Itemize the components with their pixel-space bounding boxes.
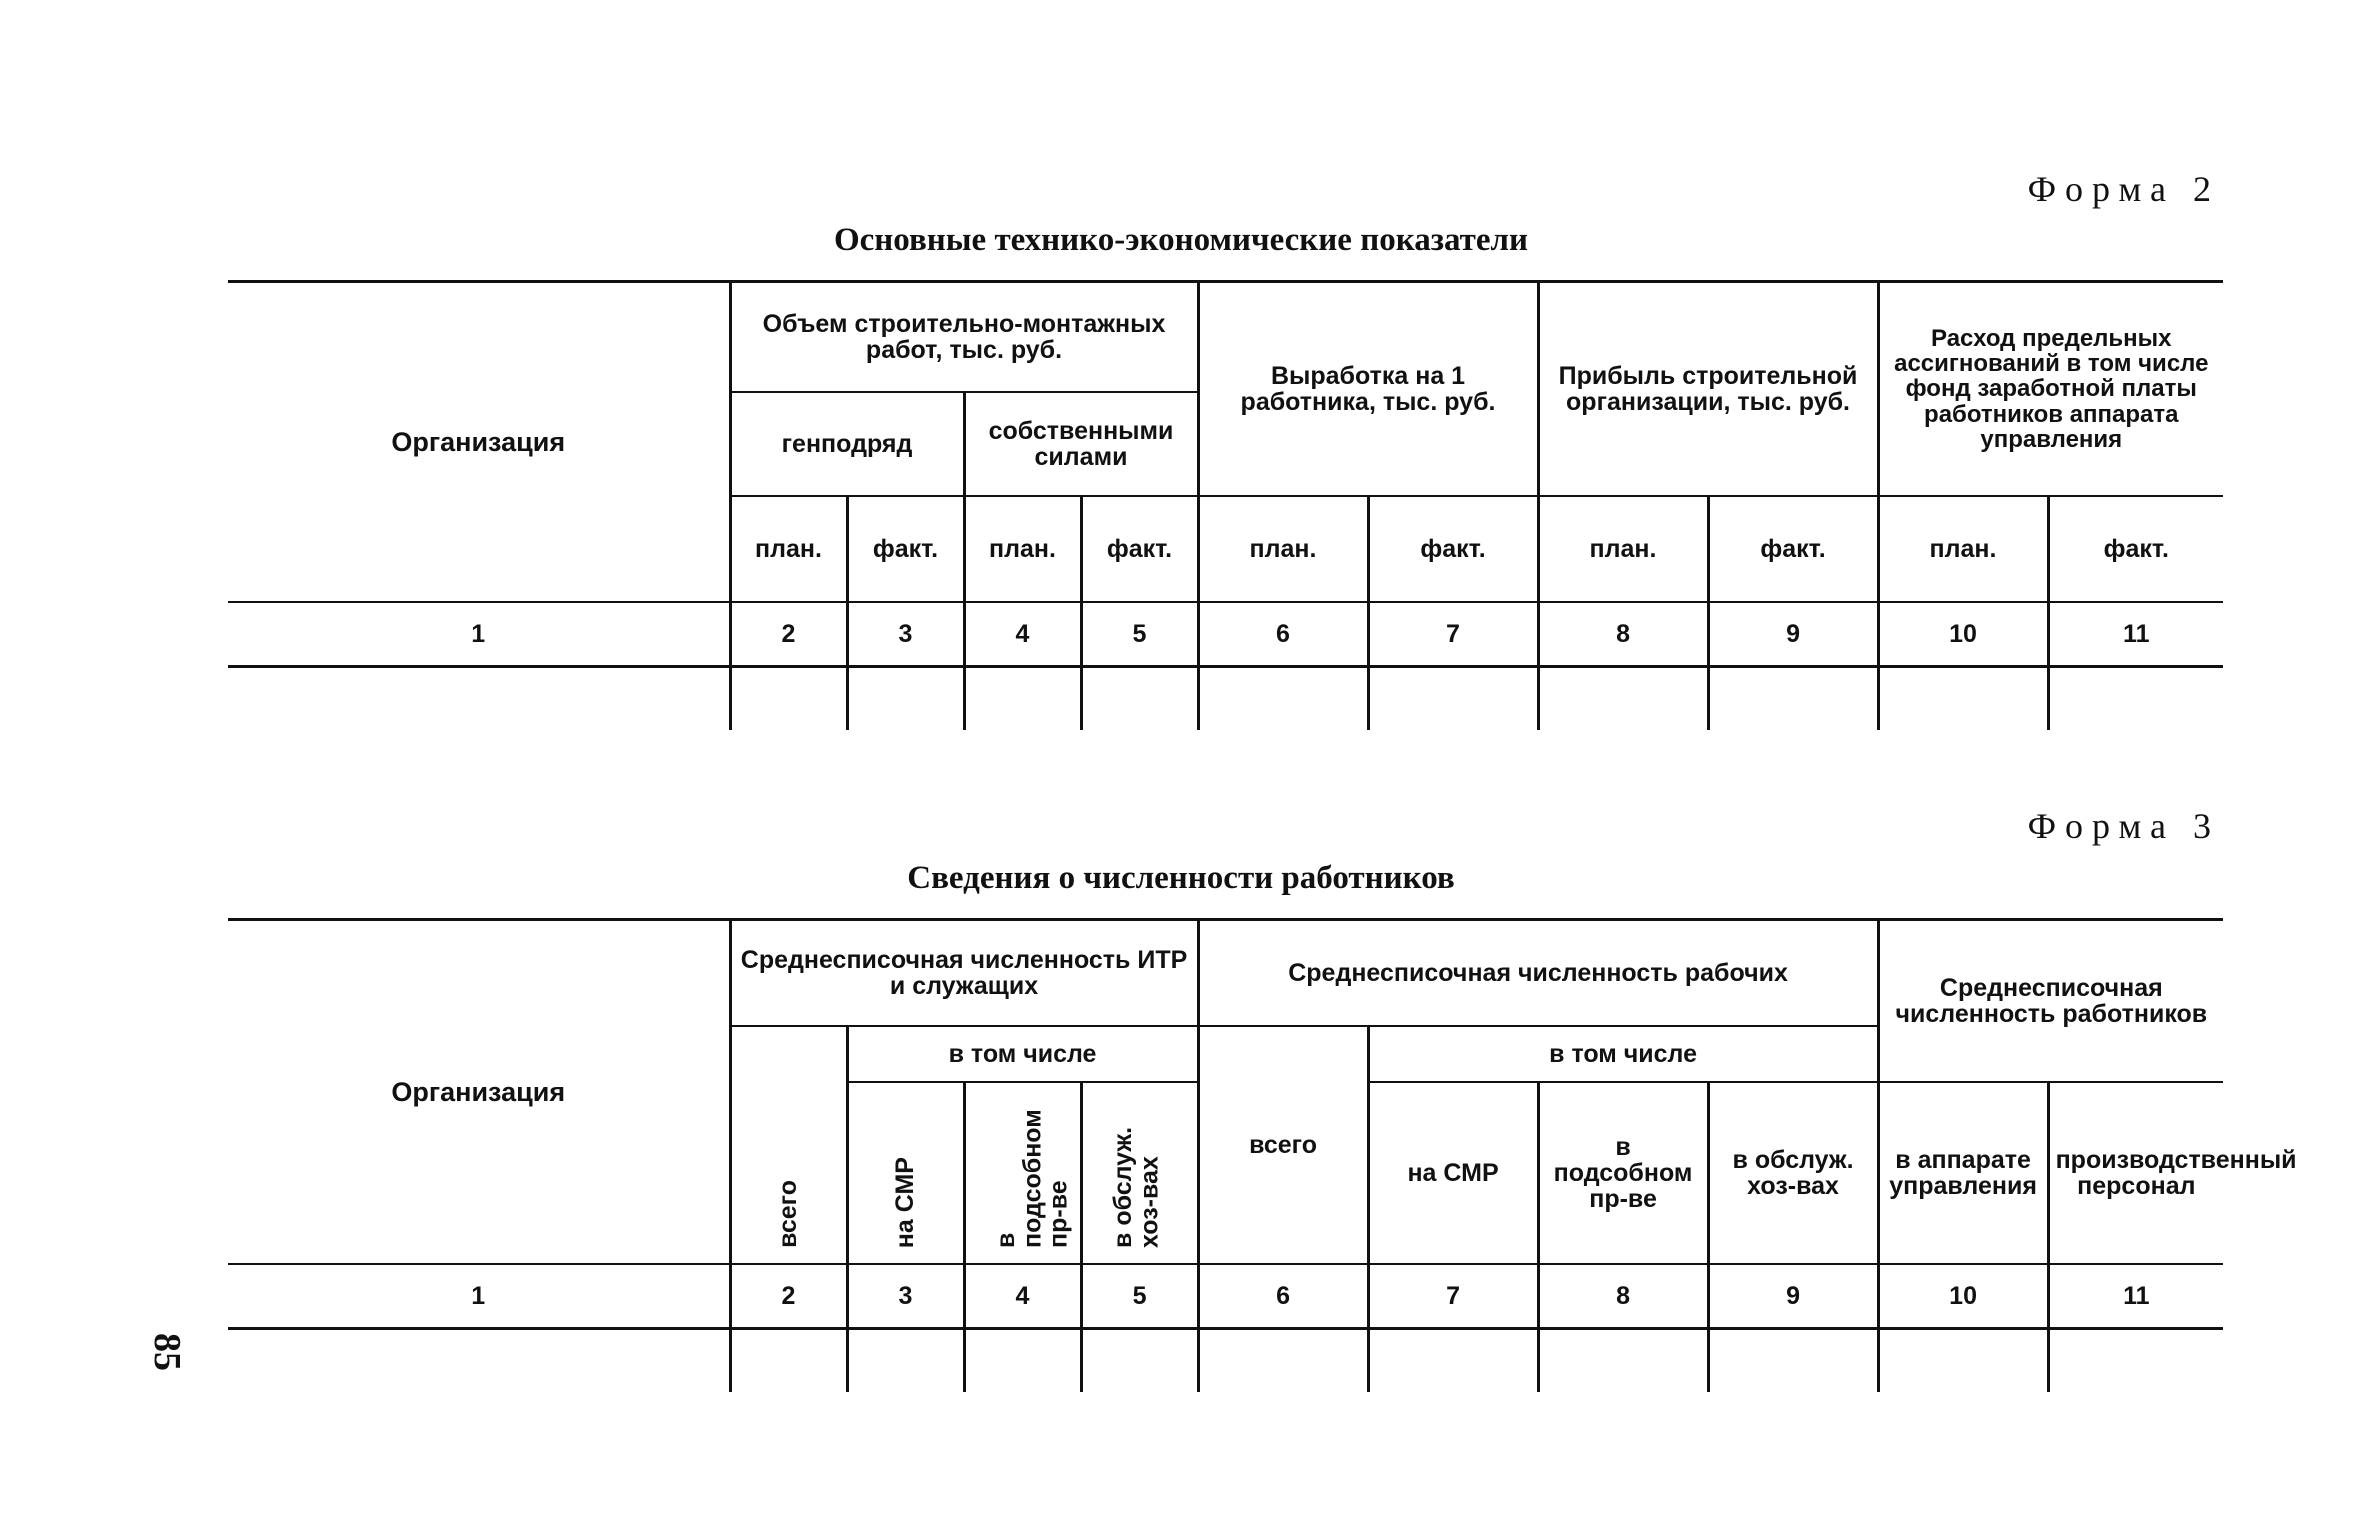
blank-cell (847, 1329, 964, 1393)
itr-auxiliary-label: в подсобном пр-ве (991, 1109, 1072, 1248)
blank-cell (1081, 1329, 1198, 1393)
blank-data-row (228, 667, 2223, 731)
column-number: 10 (1878, 602, 2048, 667)
fact-header: факт. (1368, 496, 1538, 602)
column-number-row (228, 1264, 2223, 1329)
own-forces-header: собственными силами (964, 392, 1198, 496)
column-number-row (228, 602, 2223, 667)
management-header: в аппарате управления (1878, 1082, 2048, 1264)
column-number: 2 (730, 1264, 847, 1329)
blank-cell (1708, 1329, 1878, 1393)
blank-cell (1878, 1329, 2048, 1393)
workers-including-header: в том числе (1368, 1026, 1878, 1082)
blank-cell (1708, 667, 1878, 731)
organization-header: Организация (228, 920, 730, 1265)
form-2-table (228, 280, 2223, 730)
column-number: 4 (964, 1264, 1081, 1329)
fact-header: факт. (2048, 496, 2223, 602)
page-number: 85 (146, 1333, 188, 1371)
plan-header: план. (1538, 496, 1708, 602)
itr-including-header: в том числе (847, 1026, 1198, 1082)
profit-header: Прибыль строительной организации, тыс. руб. (1538, 282, 1878, 497)
itr-total-label: всего (774, 1179, 803, 1248)
smr-volume-header: Объем строительно-монтажных работ, тыс. руб. (730, 282, 1198, 393)
column-number: 3 (847, 1264, 964, 1329)
column-number: 11 (2048, 602, 2223, 667)
general-contract-header: генподряд (730, 392, 964, 496)
form-3-title: Сведения о численности работников (907, 860, 1455, 896)
column-number: 8 (1538, 602, 1708, 667)
itr-auxiliary-header (964, 1082, 1081, 1264)
blank-cell (964, 667, 1081, 731)
blank-cell (1538, 1329, 1708, 1393)
plan-header: план. (1878, 496, 2048, 602)
form-3-table-container (228, 918, 2297, 1392)
column-number: 7 (1368, 1264, 1538, 1329)
column-number: 9 (1708, 602, 1878, 667)
blank-cell (1538, 667, 1708, 731)
blank-cell (228, 1329, 730, 1393)
column-number: 11 (2048, 1264, 2223, 1329)
itr-group-header: Среднесписочная численность ИТР и служащих (730, 920, 1198, 1027)
blank-cell (847, 667, 964, 731)
column-number: 1 (228, 602, 730, 667)
fact-header: факт. (847, 496, 964, 602)
column-number: 2 (730, 602, 847, 667)
itr-smr-label: на СМР (891, 1156, 920, 1248)
form-2-table-container (228, 280, 2223, 730)
blank-cell (1368, 667, 1538, 731)
plan-header: план. (964, 496, 1081, 602)
production-header: производственный персонал (2048, 1082, 2223, 1264)
blank-cell (1198, 667, 1368, 731)
workers-auxiliary-header: в подсобном пр-ве (1538, 1082, 1708, 1264)
blank-cell (1081, 667, 1198, 731)
column-number: 6 (1198, 1264, 1368, 1329)
blank-cell (730, 1329, 847, 1393)
itr-total-header (730, 1026, 847, 1264)
form-3-table (228, 918, 2297, 1392)
workers-total-header: всего (1198, 1026, 1368, 1264)
blank-cell (1368, 1329, 1538, 1393)
blank-cell (964, 1329, 1081, 1393)
form-3-label: Форма 3 (2027, 806, 2220, 846)
column-number: 4 (964, 602, 1081, 667)
blank-cell (2048, 667, 2223, 731)
blank-cell (2048, 1329, 2223, 1393)
plan-header: план. (730, 496, 847, 602)
workers-group-header: Среднесписочная численность рабочих (1198, 920, 1878, 1027)
blank-cell (730, 667, 847, 731)
column-number: 6 (1198, 602, 1368, 667)
form-2-title: Основные технико-экономические показатели (833, 222, 1529, 258)
blank-data-row (228, 1329, 2223, 1393)
plan-header: план. (1198, 496, 1368, 602)
workers-service-header: в обслуж. хоз-вах (1708, 1082, 1878, 1264)
fact-header: факт. (1081, 496, 1198, 602)
blank-cell (1198, 1329, 1368, 1393)
organization-header: Организация (228, 282, 730, 603)
column-number: 5 (1081, 1264, 1198, 1329)
column-number: 3 (847, 602, 964, 667)
form-2-label: Форма 2 (2027, 169, 2220, 209)
blank-cell (228, 667, 730, 731)
itr-service-header (1081, 1082, 1198, 1264)
column-number: 10 (1878, 1264, 2048, 1329)
column-number: 1 (228, 1264, 730, 1329)
output-per-worker-header: Выработка на 1 работника, тыс. руб. (1198, 282, 1538, 497)
workers-smr-header: на СМР (1368, 1082, 1538, 1264)
expenses-header: Расход предельных ассигнований в том числе фонд заработной платы работников аппарата управления (1878, 282, 2223, 497)
employees-group-header: Среднесписочная численность работников (1878, 920, 2223, 1083)
blank-cell (1878, 667, 2048, 731)
itr-smr-header (847, 1082, 964, 1264)
itr-service-label: в обслуж. хоз-вах (1108, 1126, 1163, 1248)
column-number: 9 (1708, 1264, 1878, 1329)
column-number: 8 (1538, 1264, 1708, 1329)
column-number: 7 (1368, 602, 1538, 667)
fact-header: факт. (1708, 496, 1878, 602)
column-number: 5 (1081, 602, 1198, 667)
